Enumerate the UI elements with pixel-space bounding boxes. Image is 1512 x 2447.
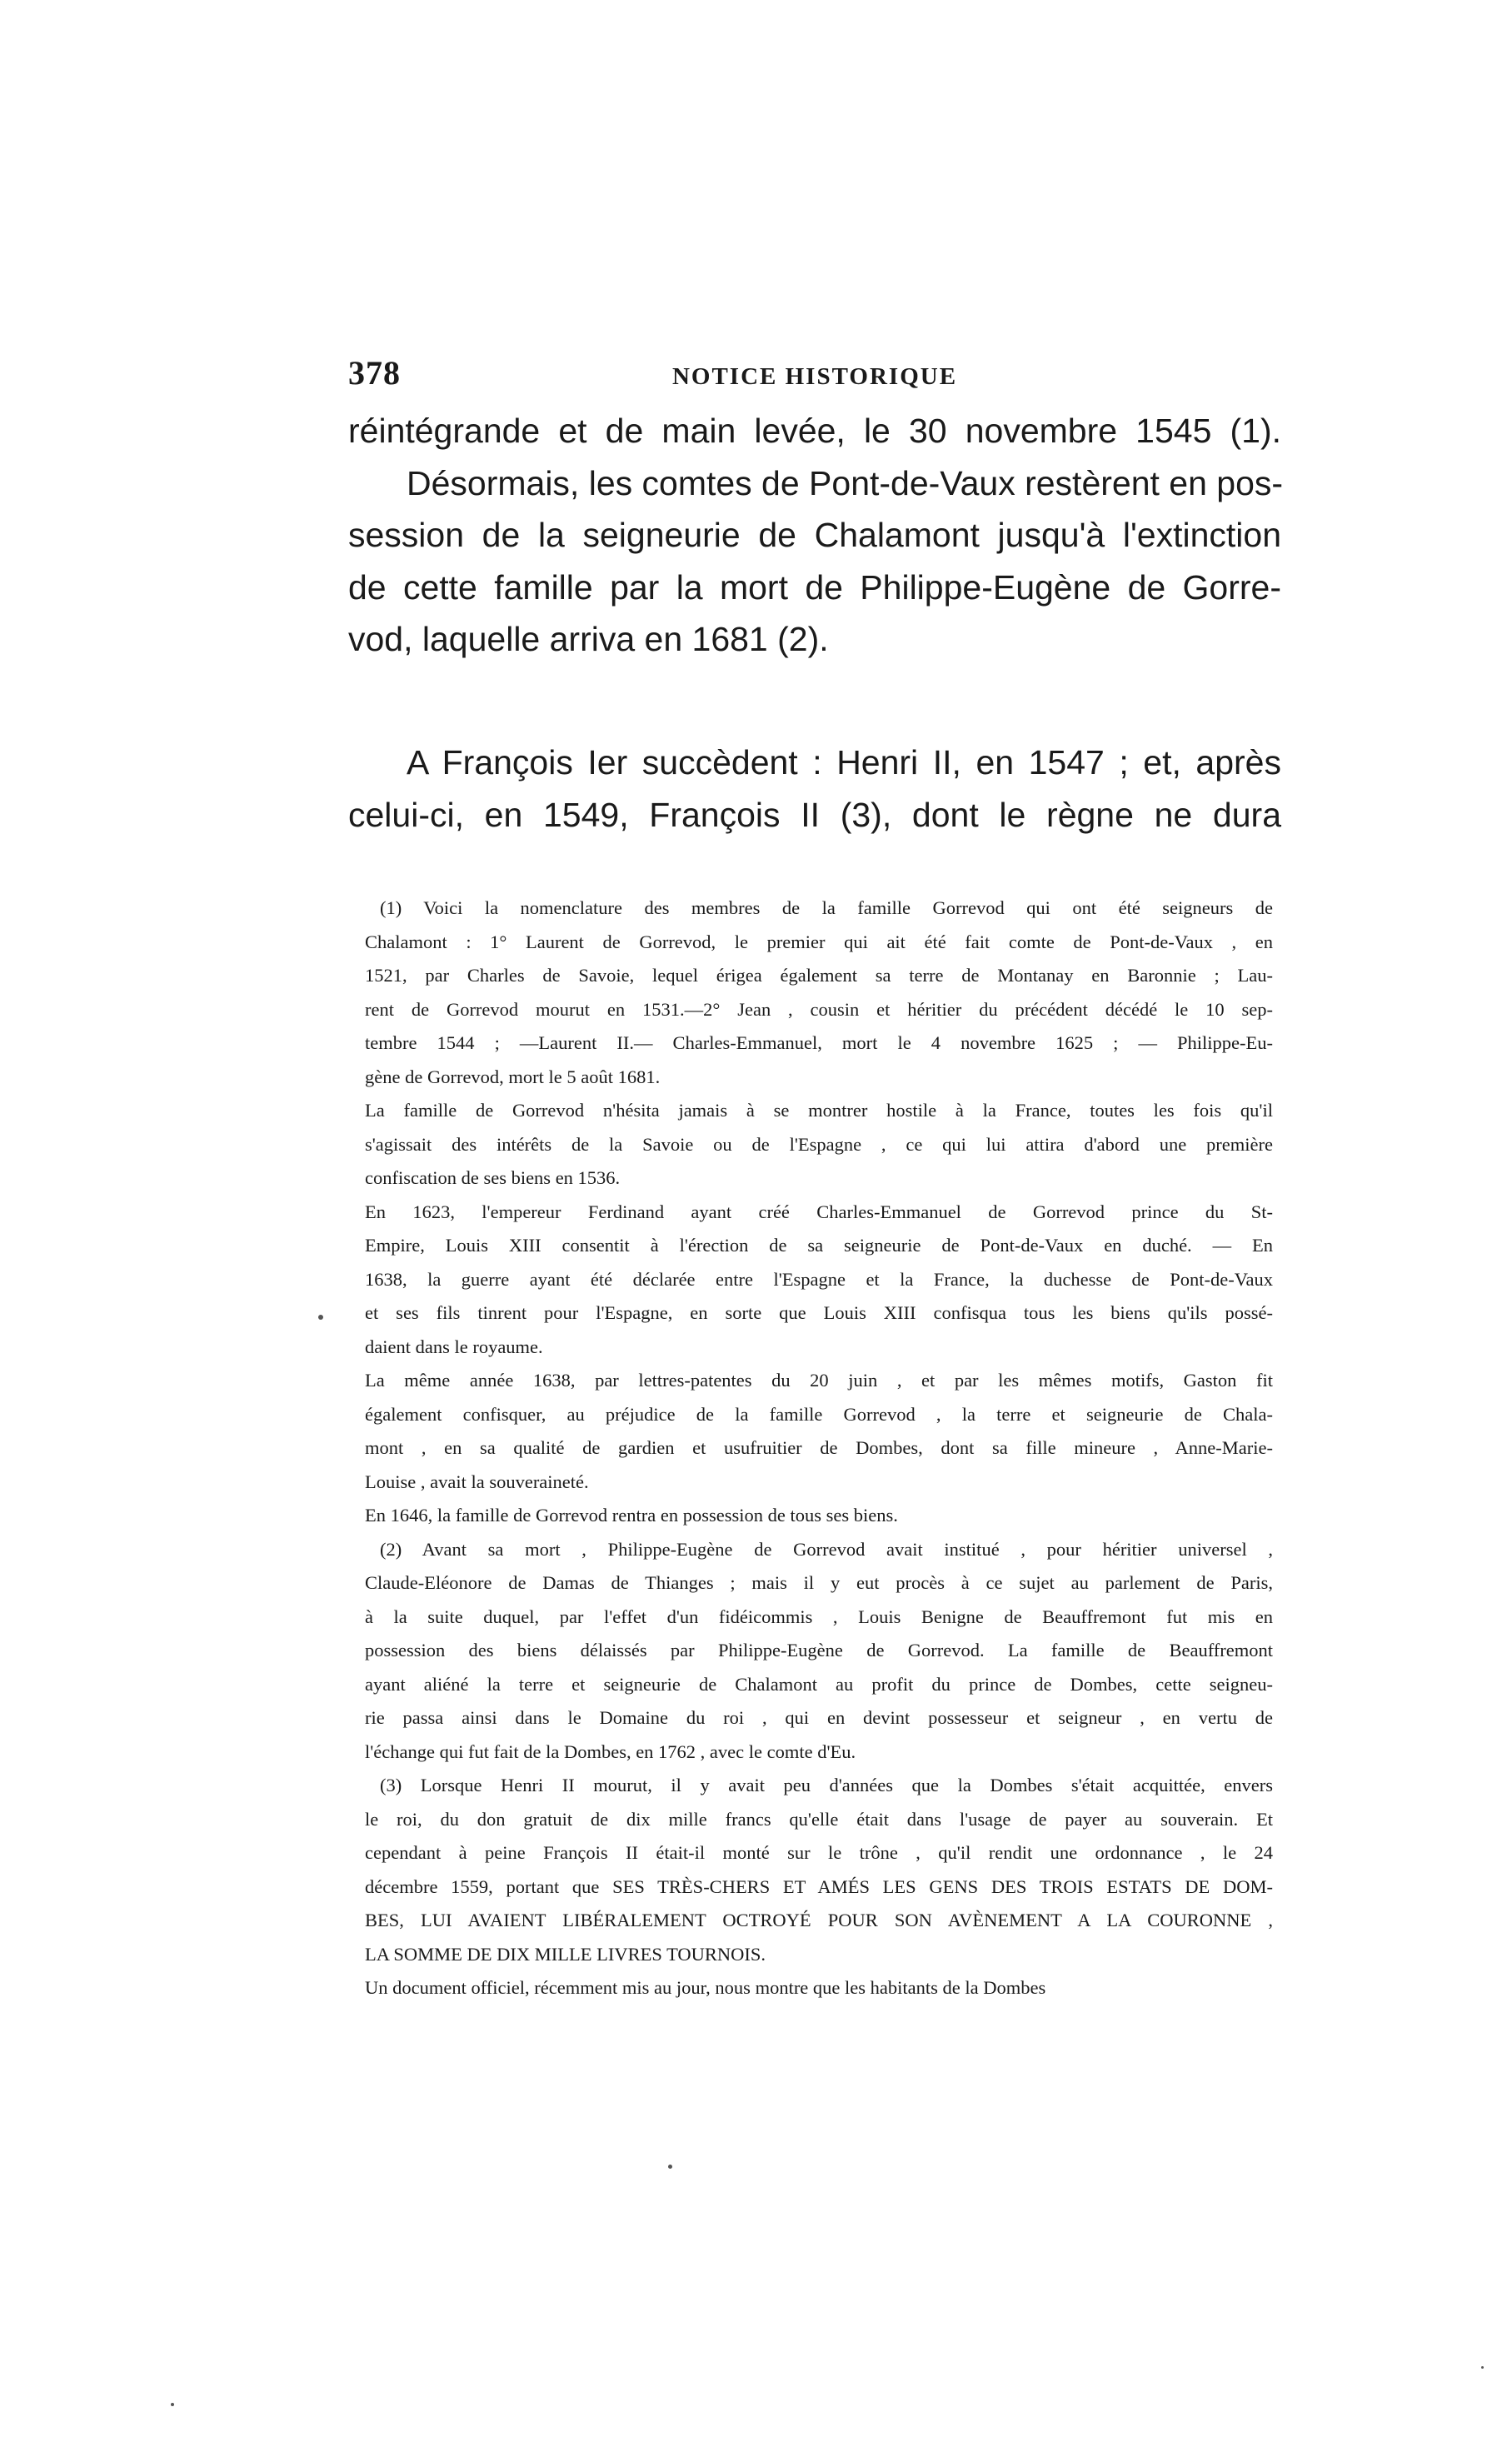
footnote-line: s'agissait des intérêts de la Savoie ou de l'Espagne , ce qui lui attira d'abord une première (365, 1133, 1273, 1155)
footnote-line: l'échange qui fut fait de la Dombes, en 1762 , avec le comte d'Eu. (365, 1740, 856, 1762)
page-header (348, 348, 1281, 398)
page-number: 378 (348, 354, 401, 392)
footnote-line: (3) Lorsque Henri II mourut, il y avait peu d'années que la Dombes s'était acquittée, envers (380, 1775, 1273, 1795)
footnote-line: BES, LUI AVAIENT LIBÉRALEMENT OCTROYÉ POUR SON AVÈNEMENT A LA COURONNE , (365, 1910, 1273, 1930)
footnote-line: mont , en sa qualité de gardien et usufruitier de Dombes, dont sa fille mineure , Anne-Marie- (365, 1437, 1273, 1458)
footnote-line: cependant à peine François II était-il monté sur le trône , qu'il rendit une ordonnance , le 24 (365, 1842, 1273, 1863)
footnote-line: à la suite duquel, par l'effet d'un fidéicommis , Louis Benigne de Beauffremont fut mis en (365, 1606, 1273, 1627)
footnote-line: La même année 1638, par lettres-patentes du 20 juin , et par les mêmes motifs, Gaston fit (365, 1370, 1273, 1391)
footnote-line: Empire, Louis XIII consentit à l'érection de sa seigneurie de Pont-de-Vaux en duché. — En (365, 1235, 1273, 1256)
text-line: de cette famille par la mort de Philippe-Eugène de Gorre- (348, 567, 1281, 607)
footnote-line: Un document officiel, récemment mis au jour, nous montre que les habitants de la Dombes (365, 1977, 1046, 1998)
footnote-line: daient dans le royaume. (365, 1336, 543, 1357)
footnote-line: tembre 1544 ; —Laurent II.— Charles-Emmanuel, mort le 4 novembre 1625 ; — Philippe-Eu- (365, 1032, 1273, 1053)
text-line: Désormais, les comtes de Pont-de-Vaux restèrent en pos- (407, 463, 1284, 502)
footnote-line: gène de Gorrevod, mort le 5 août 1681. (365, 1066, 661, 1087)
running-title: NOTICE HISTORIQUE (671, 363, 958, 390)
footnote-line: (2) Avant sa mort , Philippe-Eugène de Gorrevod avait institué , pour héritier universel , (380, 1538, 1273, 1560)
text-line: session de la seigneurie de Chalamont jusqu'à l'extinction (348, 516, 1281, 554)
page-speck (1481, 2366, 1484, 2369)
footnote-line: et ses fils tinrent pour l'Espagne, en sorte que Louis XIII confisqua tous les biens qu'ils possé- (365, 1302, 1273, 1323)
footnote-line: rie passa ainsi dans le Domaine du roi , qui en devint possesseur et seigneur , en vertu de (365, 1707, 1273, 1728)
footnote-line: En 1646, la famille de Gorrevod rentra en possession de tous ses biens. (365, 1505, 898, 1526)
text-line: réintégrande et de main levée, le 30 novembre 1545 (1). (348, 412, 1281, 450)
margin-dot (318, 1315, 323, 1320)
page-speck (171, 2403, 174, 2406)
footnote-line: La famille de Gorrevod n'hésita jamais à se montrer hostile à la France, toutes les fois qu'il (365, 1100, 1273, 1121)
footnote-line: Louise , avait la souveraineté. (365, 1471, 589, 1492)
footnote-line: Chalamont : 1° Laurent de Gorrevod, le premier qui ait été fait comte de Pont-de-Vaux , en (365, 931, 1273, 952)
main-paragraph-1 (348, 405, 1284, 666)
text-line: celui-ci, en 1549, François II (3), dont le règne ne dura (348, 795, 1281, 834)
page-speck (668, 2165, 672, 2169)
footnote-line: également confisquer, au préjudice de la famille Gorrevod , la terre et seigneurie de Chala- (365, 1403, 1273, 1425)
main-paragraph-2 (348, 737, 1281, 841)
footnote-line: 1521, par Charles de Savoie, lequel érigea également sa terre de Montanay en Baronnie ; Lau- (365, 965, 1273, 986)
footnote-line: (1) Voici la nomenclature des membres de la famille Gorrevod qui ont été seigneurs de (380, 897, 1273, 918)
footnote-line: décembre 1559, portant que SES TRÈS-CHERS ET AMÉS LES GENS DES TROIS ESTATS DE DOM- (365, 1875, 1273, 1897)
text-line: A François Ier succèdent : Henri II, en 1547 ; et, après (407, 743, 1281, 782)
footnotes (365, 891, 1273, 2005)
footnote-line: LA SOMME DE DIX MILLE LIVRES TOURNOIS. (365, 1943, 766, 1965)
footnote-line: possession des biens délaissés par Philippe-Eugène de Gorrevod. La famille de Beauffremont (365, 1640, 1273, 1660)
text-line: vod, laquelle arriva en 1681 (2). (348, 620, 829, 658)
footnote-line: Claude-Eléonore de Damas de Thianges ; mais il y eut procès à ce sujet au parlement de Paris, (365, 1572, 1273, 1593)
footnote-line: ayant aliéné la terre et seigneurie de Chalamont au profit du prince de Dombes, cette seigneu- (365, 1673, 1273, 1695)
footnote-line: 1638, la guerre ayant été déclarée entre l'Espagne et la France, la duchesse de Pont-de-Vaux (365, 1268, 1273, 1290)
footnote-line: rent de Gorrevod mourut en 1531.—2° Jean , cousin et héritier du précédent décédé le 10 sep- (365, 998, 1273, 1020)
footnote-line: confiscation de ses biens en 1536. (365, 1167, 621, 1188)
footnote-line: En 1623, l'empereur Ferdinand ayant créé Charles-Emmanuel de Gorrevod prince du St- (365, 1201, 1273, 1222)
footnote-line: le roi, du don gratuit de dix mille francs qu'elle était dans l'usage de payer au souverain. Et (365, 1808, 1273, 1830)
